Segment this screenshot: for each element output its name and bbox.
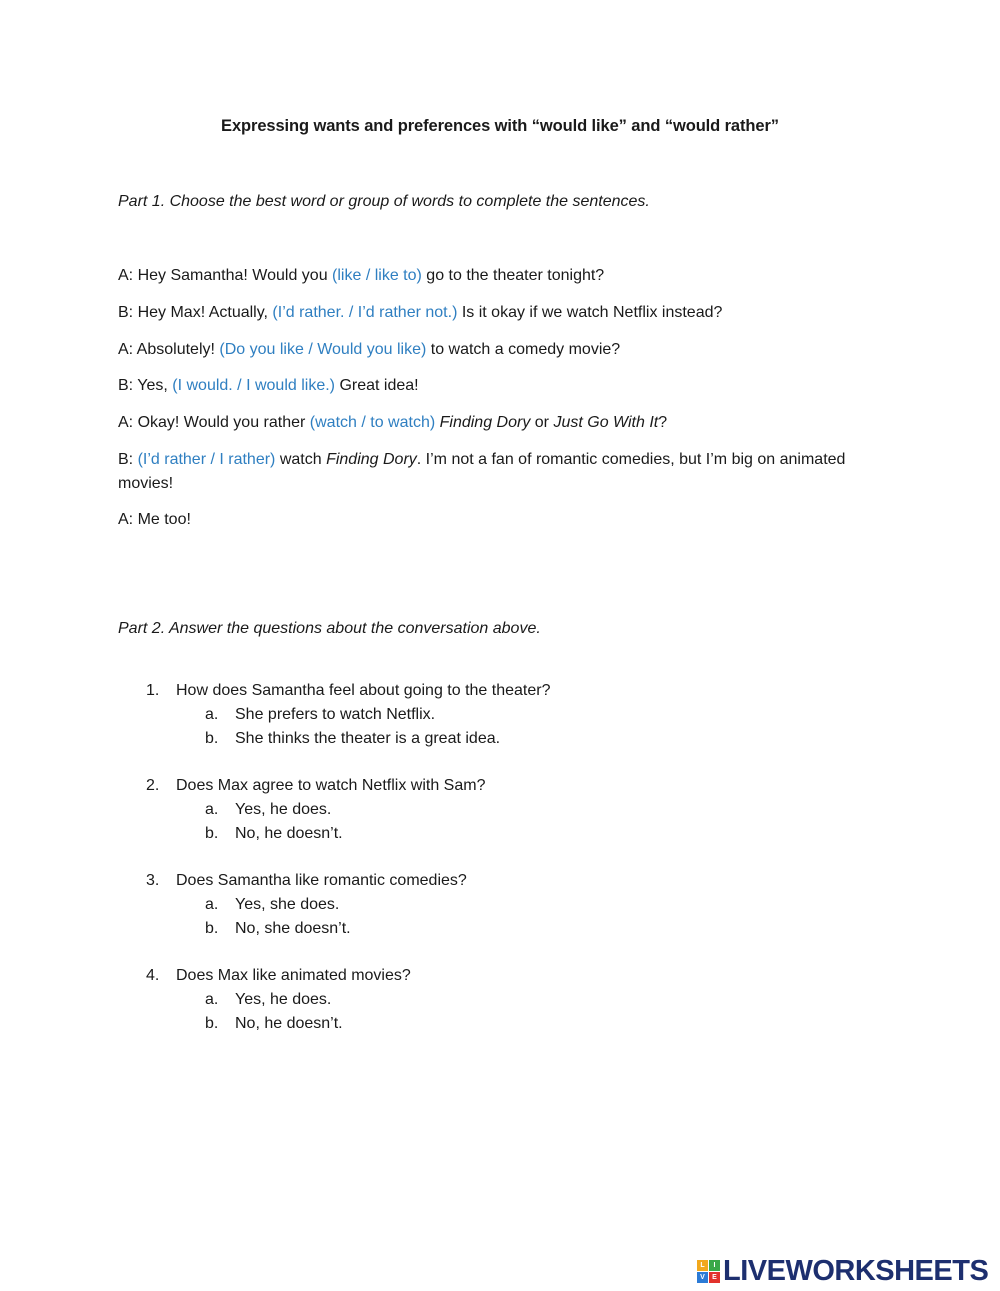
question-4	[146, 964, 846, 1036]
page-title: Expressing wants and preferences with “would like” and “would rather”	[221, 117, 779, 135]
dialog-line-4: B: Yes, (I would. / I would like.) Great idea!	[118, 377, 419, 394]
question-number: 2.	[146, 777, 160, 794]
dialog-line-6: B: (I’d rather / I rather) watch Finding Dory. I’m not a fan of romantic comedies, but I’m big on animated movies!	[118, 451, 846, 492]
question-text: Does Samantha like romantic comedies?	[176, 872, 467, 889]
answer-option[interactable]: b. She thinks the theater is a great idea.	[205, 730, 501, 747]
question-2	[146, 774, 846, 846]
part1-heading: Part 1. Choose the best word or group of words to complete the sentences.	[118, 193, 650, 210]
logo-blocks-icon: L I V E	[697, 1260, 720, 1283]
dialog-line-7: A: Me too!	[118, 511, 191, 528]
answer-option[interactable]: a. Yes, she does.	[205, 896, 340, 913]
question-number: 3.	[146, 872, 160, 889]
option-choice[interactable]: (watch / to watch)	[309, 414, 436, 431]
option-choice[interactable]: (I would. / I would like.)	[172, 377, 335, 394]
option-choice[interactable]: (I’d rather. / I’d rather not.)	[272, 304, 458, 321]
answer-option[interactable]: a. Yes, he does.	[205, 991, 332, 1008]
question-3	[146, 869, 846, 941]
question-text: Does Max like animated movies?	[176, 967, 411, 984]
question-text: Does Max agree to watch Netflix with Sam?	[176, 777, 486, 794]
option-choice[interactable]: (I’d rather / I rather)	[137, 451, 276, 468]
question-text: How does Samantha feel about going to the theater?	[176, 682, 551, 699]
answer-option[interactable]: a. Yes, he does.	[205, 801, 332, 818]
part2-heading: Part 2. Answer the questions about the conversation above.	[118, 620, 541, 637]
dialog-line-1: A: Hey Samantha! Would you (like / like to) go to the theater tonight?	[118, 267, 605, 284]
questions-list	[146, 679, 846, 1059]
liveworksheets-logo	[697, 1254, 988, 1288]
answer-option[interactable]: b. No, she doesn’t.	[205, 920, 351, 937]
dialog-line-2: B: Hey Max! Actually, (I’d rather. / I’d rather not.) Is it okay if we watch Netflix instead?	[118, 304, 723, 321]
option-choice[interactable]: (Do you like / Would you like)	[219, 341, 427, 358]
answer-option[interactable]: b. No, he doesn’t.	[205, 825, 343, 842]
logo-text: LIVEWORKSHEETS	[723, 1254, 989, 1287]
question-number: 4.	[146, 967, 160, 984]
dialog-line-5: A: Okay! Would you rather (watch / to watch) Finding Dory or Just Go With It?	[118, 414, 668, 431]
question-1	[146, 679, 846, 751]
answer-option[interactable]: a. She prefers to watch Netflix.	[205, 706, 436, 723]
option-choice[interactable]: (like / like to)	[332, 267, 422, 284]
dialog-line-3: A: Absolutely! (Do you like / Would you like) to watch a comedy movie?	[118, 341, 621, 358]
question-number: 1.	[146, 682, 160, 699]
answer-option[interactable]: b. No, he doesn’t.	[205, 1015, 343, 1032]
